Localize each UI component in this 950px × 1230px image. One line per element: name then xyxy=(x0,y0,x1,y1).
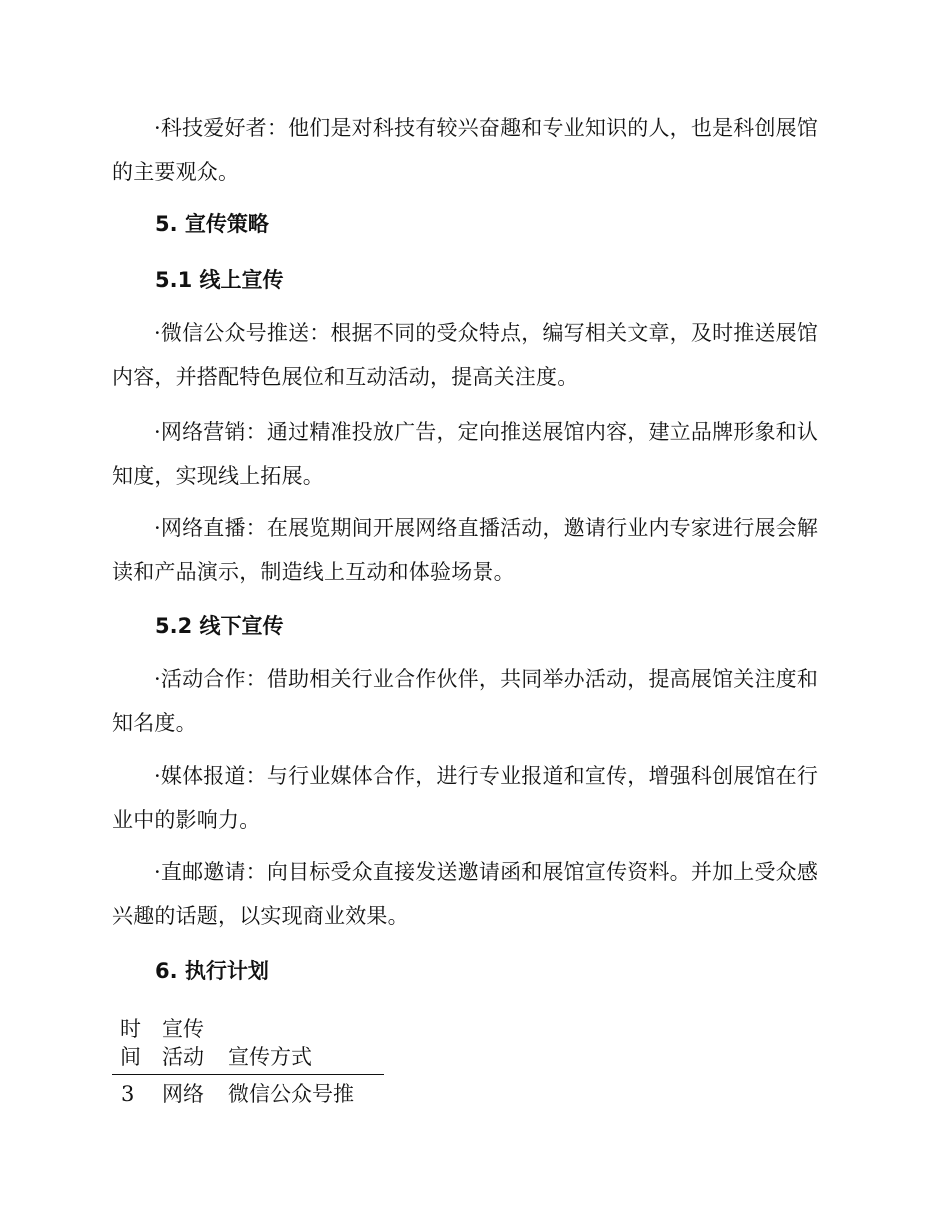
heading-execution-plan: 6. 执行计划 xyxy=(155,959,269,983)
header-activity-line1: 宣传 xyxy=(162,1017,204,1041)
paragraph-event-cooperation: ·活动合作：借助相关行业合作伙伴，共同举办活动，提高展馆关注度和知名度。 xyxy=(112,667,819,735)
cell-method: 微信公众号推 xyxy=(228,1082,354,1106)
paragraph-media-coverage: ·媒体报道：与行业媒体合作，进行专业报道和宣传，增强科创展馆在行业中的影响力。 xyxy=(112,764,819,832)
table-row xyxy=(112,1075,384,1115)
header-time-line2: 间 xyxy=(120,1045,141,1069)
header-activity-line2: 活动 xyxy=(162,1045,204,1069)
table-header xyxy=(112,1012,384,1075)
paragraph-direct-mail: ·直邮邀请：向目标受众直接发送邀请函和展馆宣传资料。并加上受众感兴趣的话题，以实现商业效果。 xyxy=(112,860,819,928)
paragraph-online-marketing: ·网络营销：通过精准投放广告，定向推送展馆内容，建立品牌形象和认知度，实现线上拓展。 xyxy=(112,420,819,488)
header-method: 宣传方式 xyxy=(228,1045,312,1069)
paragraph-tech-enthusiasts: ·科技爱好者：他们是对科技有较兴奋趣和专业知识的人，也是科创展馆的主要观众。 xyxy=(112,116,819,184)
cell-activity: 网络 xyxy=(162,1082,204,1106)
paragraph-live-streaming: ·网络直播：在展览期间开展网络直播活动，邀请行业内专家进行展会解读和产品演示，制造线上互动和体验场景。 xyxy=(112,516,819,584)
heading-online-promotion: 5.1 线上宣传 xyxy=(155,268,284,292)
execution-plan-table xyxy=(112,1012,384,1115)
header-time-line1: 时 xyxy=(120,1017,141,1041)
heading-offline-promotion: 5.2 线下宣传 xyxy=(155,614,284,638)
heading-promotion-strategy: 5. 宣传策略 xyxy=(155,212,269,236)
cell-time: 3 xyxy=(121,1082,135,1106)
paragraph-wechat-push: ·微信公众号推送：根据不同的受众特点，编写相关文章，及时推送展馆内容，并搭配特色展位和互动活动，提高关注度。 xyxy=(112,321,819,389)
